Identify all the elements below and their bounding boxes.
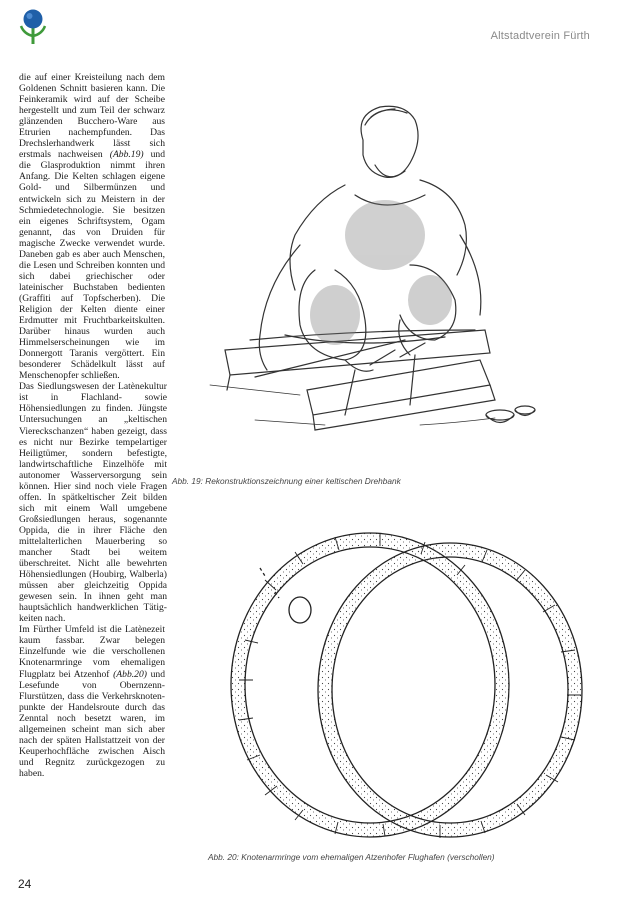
header-title: Altstadtverein Fürth <box>490 30 590 42</box>
page-number: 24 <box>18 877 32 891</box>
paragraph-2: Das Siedlungswesen der Latènekultur ist in Flachland- sowie Höhensiedlungen zu finden. Jüngste Untersuchungen an „keltischen Viereckschanzen“ haben gezeigt, dass es nicht nur Bezirke tempelartiger Heiligtümer, sondern befestigte, landwirtschaftliche Einzelhöfe mit autonomer Wasserversorgung sein können. Hier sind noch viele Fragen offen. In spätkeltischer Zeit bilden sich mit einem Wall umgebene Großsiedlungen heraus, sogenannte Oppida, die in ihrer Fläche den mittelalterlichen Mauerbering so mancher Stadt bei weitem überschreitet. Nicht alle bewehrten Höhensiedlungen (Houbirg, Walberla) müssen aber gleichzeitig Oppida gewesen sein. In ihnen geht man hauptsächlich handwerklichen Tätigkeiten nach. <box>19 381 167 625</box>
paragraph-1: die auf einer Kreisteilung nach dem Goldenen Schnitt basieren kann. Die Feinkeramik wird auf der Scheibe hergestellt und zum Teil der schwarz glänzenden Bucchero-Ware aus Etrurien nachempfunden. Das Drechslerhandwerk lässt sich erstmals nachweisen (Abb.19) und die Glasproduktion nimmt ihren Anfang. Die Kelten schlagen eigene Gold- und Silbermünzen und entwickeln sich zu Meistern in der Schmiedetechnologie. Sie besitzen ein eigenes Schriftsystem, Ogam genannt, das von Druiden für magische Zwecke verwendet wurde. Daneben gab es aber auch Menschen, die Lesen und Schreiben konnten und sich dabei griechischer oder lateinischer Buchstaben bedienten (Graffiti auf Topfscherben). Die Religion der Kelten diente einer Erdmutter mit Fruchtbarkeitskulten. Darüber hinaus wurden auch Himmelserscheinungen wie im Donnergott Taranis vergöttert. Ein besonderer Schädelkult lässt auf Menschenopfer schließen. <box>19 72 165 382</box>
figure-20-armrings-illustration <box>225 520 595 850</box>
figure-19-caption: Abb. 19: Rekonstruktionszeichnung einer keltischen Drehbank <box>172 476 401 486</box>
paragraph-3: Im Fürther Umfeld ist die Latènezeit kaum fassbar. Zwar belegen Einzelfunde wie die verschollenen Knotenarmringe vom ehemaligen Flugplatz bei Atzenhof (Abb.20) und Lesefunde von Obernzenn-Flurstützen, dass die Verkehrsknotenpunkte der Handelsroute durch das Zenntal noch besetzt waren, im allgemeinen scheint man sich aber nach der späten Hallstattzeit von der Keuperhochfläche zwischen Aisch und Regnitz zurückgezogen zu haben. <box>19 624 165 779</box>
figure-reference-20: (Abb.20) <box>113 668 147 680</box>
altstadtverein-logo-icon <box>16 8 50 46</box>
figure-20-caption: Abb. 20: Knotenarmringe vom ehemaligen Atzenhofer Flughafen (verschollen) <box>208 852 495 862</box>
figure-reference-19: (Abb.19) <box>109 149 144 161</box>
figure-19-lathe-illustration <box>195 85 550 465</box>
body-text-column <box>19 72 165 779</box>
